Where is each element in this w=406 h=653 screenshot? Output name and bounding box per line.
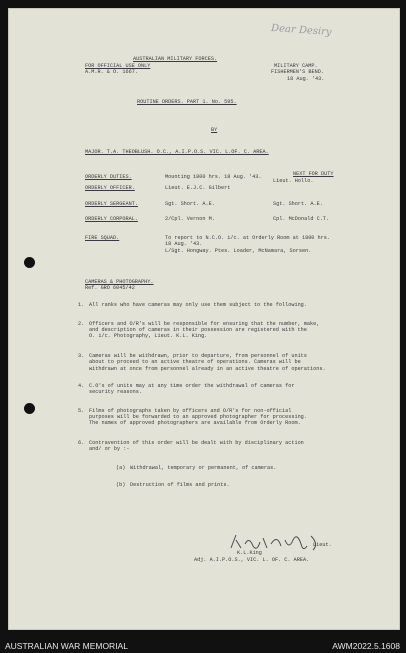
paragraph-line: Officers and O/R's will be responsible for ensuring that the number, make, — [89, 321, 320, 327]
archive-reference: AWM2022.5.1608 — [332, 641, 400, 651]
duty-label: ORDERLY CORPORAL. — [85, 216, 138, 222]
handwritten-annotation: Dear Desiry — [270, 22, 332, 39]
paragraph-line: Films of photographs taken by officers and O/R's for non-official — [89, 408, 292, 414]
sub-item-text: Destruction of films and prints. — [130, 482, 230, 488]
sub-item-text: Withdrawal, temporary or permanent, of cameras. — [130, 465, 277, 471]
duty-current: 2/Cpl. Vernon M. — [165, 216, 215, 222]
paragraph-number: 5. — [78, 408, 85, 414]
fire-squad-line: To report to N.C.O. i/c. at Orderly Room at 1800 hrs. — [165, 235, 330, 241]
paragraph-number: 1. — [78, 302, 85, 308]
paragraph-line: The names of approved photographers are available from Orderly Room. — [89, 420, 301, 426]
paragraph-number: 2. — [78, 321, 85, 327]
signature-rank: Lieut. — [313, 542, 332, 548]
paragraph-line: security reasons. — [89, 389, 142, 395]
sub-item-label: (b) — [116, 482, 126, 488]
paragraph-line: Contravention of this order will be dealt with by disciplinary action — [89, 440, 304, 446]
location-camp: MILITARY CAMP. — [274, 63, 318, 69]
paragraph-line: Cameras will be withdrawn, prior to departure, from personnel of units — [89, 353, 307, 359]
orders-title: ROUTINE ORDERS. PART 1. No. 595. — [137, 99, 237, 105]
duty-next: Sgt. Short. A.E. — [273, 201, 323, 207]
document-date: 18 Aug. '43. — [287, 76, 325, 82]
signature-role: Adj. A.I.P.O.S., VIC. L. OF. C. AREA. — [194, 557, 310, 563]
section-title: CAMERAS & PHOTOGRAPHY. — [85, 279, 154, 285]
paragraph-line: All ranks who have cameras may only use them subject to the following. — [89, 302, 307, 308]
duty-label: ORDERLY SERGEANT. — [85, 201, 138, 207]
fire-squad-line: 18 Aug. '43. — [165, 241, 203, 247]
duty-current: Lieut. E.J.C. Gilbert — [165, 185, 231, 191]
archive-name: AUSTRALIAN WAR MEMORIAL — [5, 641, 128, 651]
duty-next: Lieut. Hollo. — [273, 178, 314, 184]
paragraph-line: withdrawn at once from personnel already in an active theatre of operations. — [89, 366, 326, 372]
paragraph-line: O. i/c. Photography, Lieut. K.L. King. — [89, 333, 208, 339]
paragraph-number: 4. — [78, 383, 85, 389]
location-bend: FISHERMEN'S BEND. — [271, 69, 324, 75]
duty-current: Sgt. Short. A.E. — [165, 201, 215, 207]
signature-name: K.L.King — [237, 550, 262, 556]
punch-hole — [24, 257, 35, 268]
document-page — [8, 8, 400, 630]
by-line: BY — [211, 127, 218, 133]
reference-number: A.M.R. & O. 1667. — [85, 69, 138, 75]
section-reference: Ref. GRO 6045/42 — [85, 285, 135, 291]
paragraph-line: C.O's of units may at any time order the withdrawal of cameras for — [89, 383, 295, 389]
commander-line: MAJOR. T.A. THEOBLUSH. O.C., A.I.P.O.S. VIC. L.OF. C. AREA. — [85, 149, 269, 155]
paragraph-line: about to proceed to an active theatre of operations. Cameras will be — [89, 359, 301, 365]
duty-label: ORDERLY DUTIES. — [85, 174, 132, 180]
duty-label: ORDERLY OFFICER. — [85, 185, 135, 191]
paragraph-line: and description of cameras in their possession are registered with the — [89, 327, 307, 333]
duty-next: Cpl. McDonald C.T. — [273, 216, 330, 222]
paragraph-number: 6. — [78, 440, 85, 446]
sub-item-label: (a) — [116, 465, 126, 471]
paragraph-number: 3. — [78, 353, 85, 359]
punch-hole — [24, 403, 35, 414]
fire-squad-label: FIRE SQUAD. — [85, 235, 120, 241]
paragraph-line: and/ or by :- — [89, 446, 130, 452]
official-use-notice: FOR OFFICIAL USE ONLY — [85, 63, 151, 69]
paragraph-line: purposes will be forwarded to an approved photographer for processing. — [89, 414, 307, 420]
document-title: AUSTRALIAN MILITARY FORCES. — [133, 56, 218, 62]
fire-squad-line: L/Sgt. Hongway. Ptes. Loader, McNamara, Sorsen. — [165, 248, 312, 254]
duty-current: Mounting 1800 hrs. 18 Aug. '43. — [165, 174, 262, 180]
next-for-duty-heading: NEXT FOR DUTY — [293, 171, 334, 177]
